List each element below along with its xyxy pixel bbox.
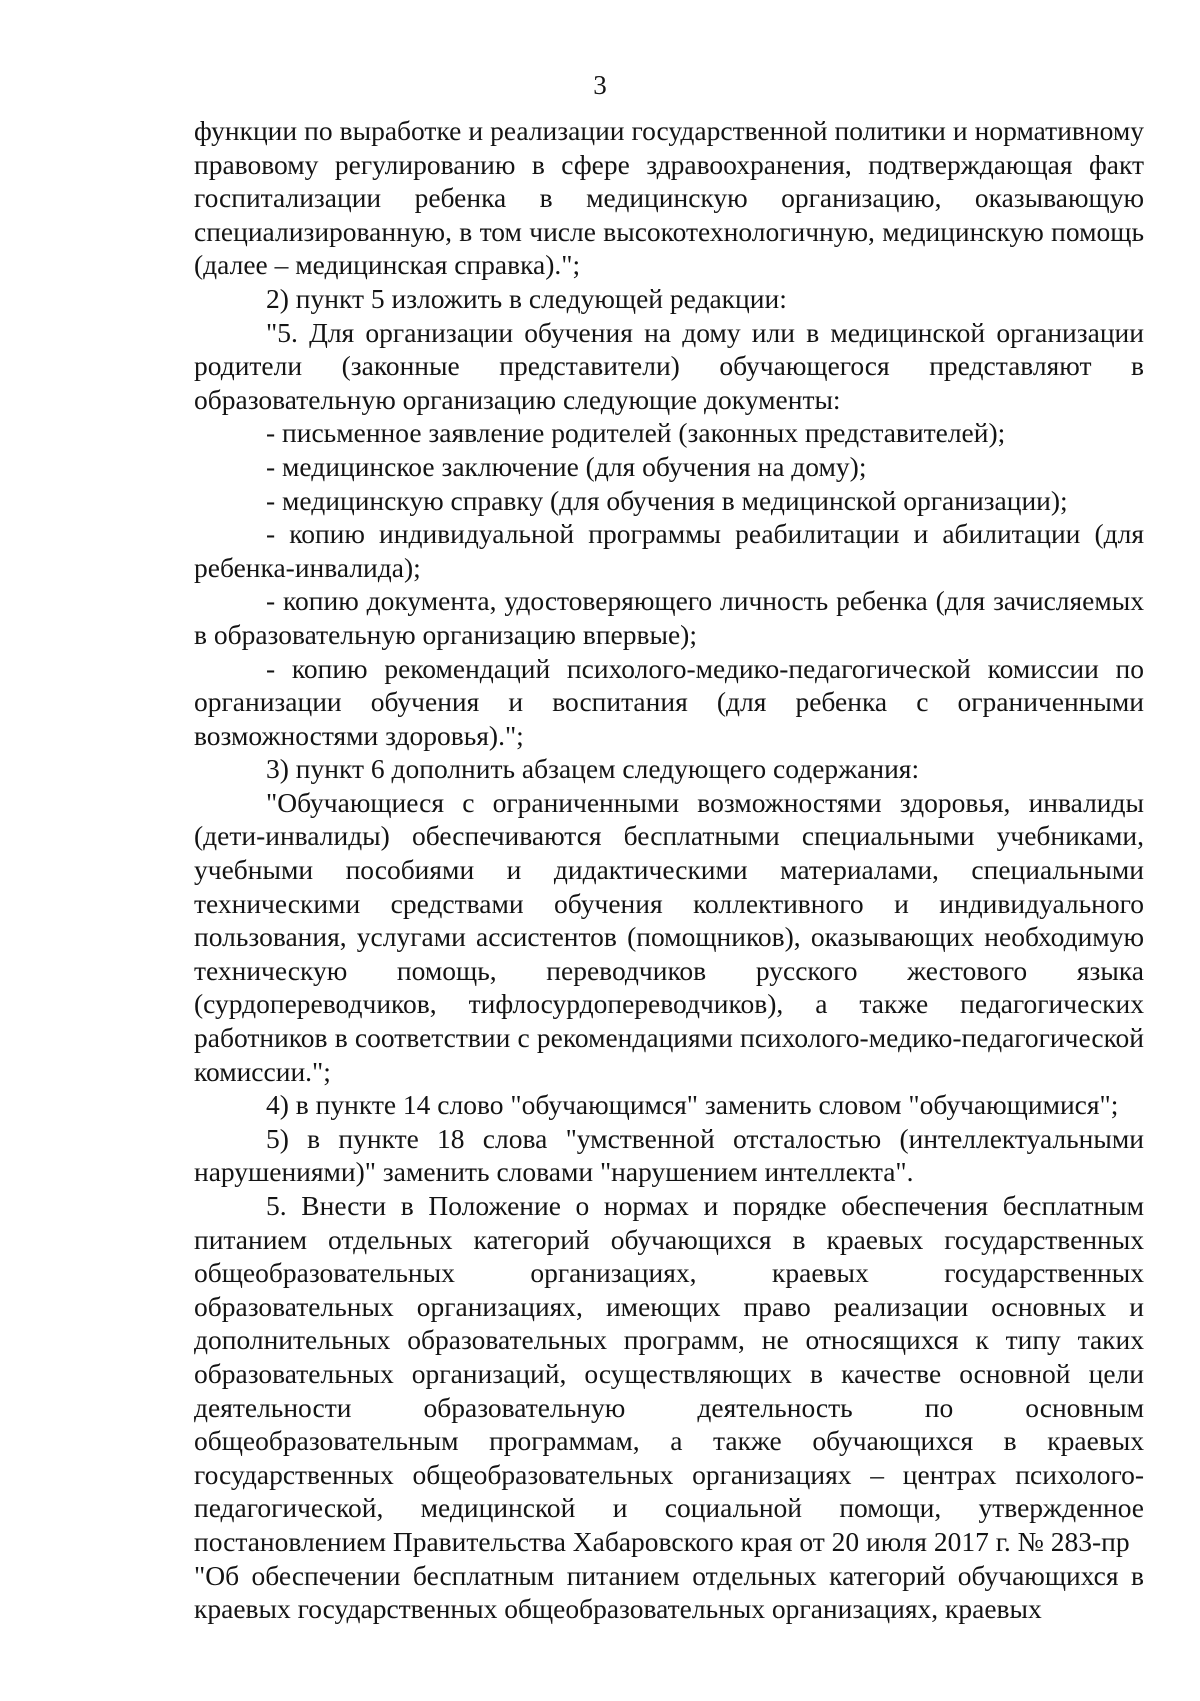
paragraph-15: "Об обеспечении бесплатным питанием отдельных категорий обучающихся в краевых государственных общеобразовательных организациях, краевых — [194, 1559, 1144, 1625]
paragraph-11: "Обучающиеся с ограниченными возможностями здоровья, инвалиды (дети-инвалиды) обеспечиваются бесплатными специальными учебниками, учебными пособиями и дидактическими материалами, специальными техническими средствами обучения коллективного и индивидуального пользования, услугами ассистентов (помощников), оказывающих необходимую техническую помощь, переводчиков русского жестового языка (сурдопереводчиков, тифлосурдопереводчиков), а также педагогических работников в соответствии с рекомендациями психолого-медико-педагогической комиссии."; — [194, 786, 1144, 1087]
paragraph-1: функции по выработке и реализации государственной политики и нормативному правовому регулированию в сфере здравоохранения, подтверждающая факт госпитализации ребенка в медицинскую организацию, оказывающую специализированную, в том числе высокотехнологичную, медицинскую помощь (далее – медицинская справка)."; — [194, 115, 1144, 281]
paragraph-3: "5. Для организации обучения на дому или в медицинской организации родители (законные представители) обучающегося представляют в образовательную организацию следующие документы: — [194, 316, 1144, 415]
paragraph-7: - копию индивидуальной программы реабилитации и абилитации (для ребенка-инвалида); — [194, 518, 1144, 583]
paragraph-2: 2) пункт 5 изложить в следующей редакции: — [266, 282, 787, 314]
paragraph-5: - медицинское заключение (для обучения на дому); — [266, 450, 867, 482]
paragraph-13: 5) в пункте 18 слова "умственной отсталостью (интеллектуальными нарушениями)" заменить словами "нарушением интеллекта". — [194, 1122, 1144, 1188]
paragraph-4: - письменное заявление родителей (законных представителей); — [266, 417, 1006, 449]
page-number: 3 — [593, 70, 607, 100]
paragraph-8: - копию документа, удостоверяющего личность ребенка (для зачисляемых в образовательную организацию впервые); — [194, 585, 1144, 650]
paragraph-9: - копию рекомендаций психолого-медико-педагогической комиссии по организации обучения и воспитания (для ребенка с ограниченными возможностями здоровья)."; — [194, 652, 1144, 751]
paragraph-12: 4) в пункте 14 слово "обучающимся" заменить словом "обучающимися"; — [266, 1089, 1119, 1121]
paragraph-10: 3) пункт 6 дополнить абзацем следующего содержания: — [266, 753, 920, 785]
paragraph-14: 5. Внести в Положение о нормах и порядке обеспечения бесплатным питанием отдельных категорий обучающихся в краевых государственных общеобразовательных организациях, краевых государственных образовательных организациях, имеющих право реализации основных и дополнительных образовательных программ, не относящихся к типу таких образовательных организаций, осуществляющих в качестве основной цели деятельности образовательную деятельность по основным общеобразовательным программам, а также обучающихся в краевых государственных общеобразовательных организациях – центрах психолого-педагогической, медицинской и социальной помощи, утвержденное постановлением Правительства Хабаровского края от 20 июля 2017 г. № 283-пр — [194, 1190, 1144, 1557]
paragraph-6: - медицинскую справку (для обучения в медицинской организации); — [266, 484, 1068, 516]
document-body — [194, 114, 1144, 1626]
